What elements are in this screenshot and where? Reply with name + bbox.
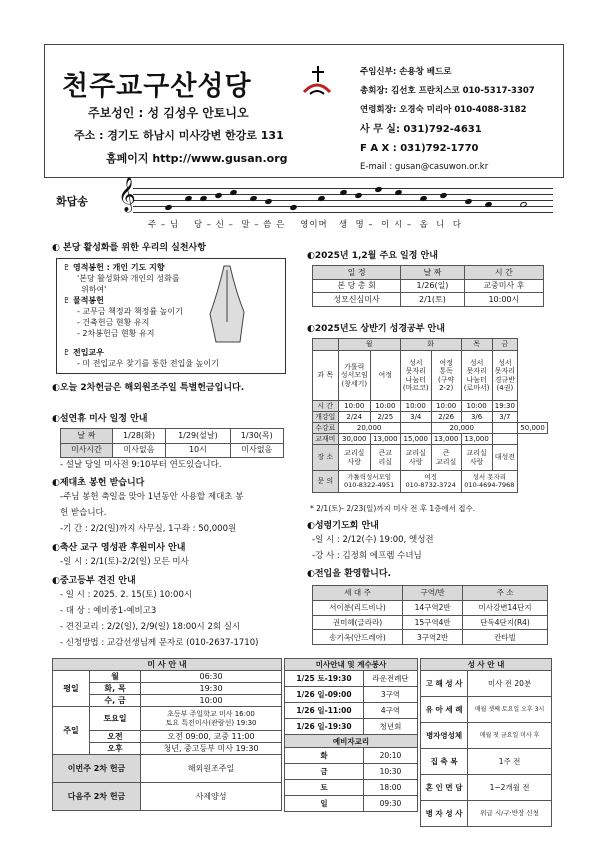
table-cell: 20:10: [363, 748, 417, 764]
dues-line: -기 간 : 2/2(일)까지 사무실, 1구좌 : 50,000원: [60, 524, 237, 534]
contact-line: 연령회장: 오경숙 미리아 010-4088-3182: [360, 105, 527, 115]
table-cell: 토: [285, 780, 364, 796]
table-cell: 18:00: [363, 780, 417, 796]
table-cell: 다음주 2차 헌금: [53, 783, 141, 811]
lunar-table: [60, 428, 284, 458]
table-cell: 가톨릭 성서모임 (창세기): [338, 351, 370, 401]
church-logo-icon: [300, 62, 334, 104]
table-cell: 13,000: [461, 434, 492, 445]
table-cell: 여정 통독 (구약 2-2): [431, 351, 461, 401]
table-cell: 2/25: [370, 412, 400, 423]
row-label: 주일: [53, 707, 90, 755]
table-cell: 15,000: [400, 434, 431, 445]
table-cell: 1~2개월 전: [468, 775, 552, 801]
table-cell: 1/26 일-09:00: [285, 687, 364, 703]
table-cell: 가톨릭성서모임 010-8322-4951: [338, 471, 400, 493]
table-header: 성 사 안 내: [421, 659, 552, 671]
table-cell: 3/4: [400, 412, 431, 423]
row-label: 장 소: [313, 445, 339, 471]
table-cell: 월: [90, 671, 141, 683]
table-cell: [492, 434, 518, 445]
table-cell: 2/24: [338, 412, 370, 423]
table-cell: 청년, 중고등부 미사 19:30: [141, 743, 282, 755]
table-cell: 송기옥(안드레아): [313, 630, 403, 645]
contact-line: 사 무 실: 031)792-4631: [360, 124, 482, 135]
sacrament-table: [420, 658, 552, 827]
table-cell: 오후: [90, 743, 141, 755]
table-cell: 여정 010-8732-3724: [400, 471, 461, 493]
practice-item: ♇ 영적봉헌 : 개인 기도 지향: [63, 263, 165, 272]
table-cell: 화, 목: [90, 683, 141, 695]
table-cell: 오전 09:00, 교중 11:00: [141, 731, 282, 743]
table-cell: 유 아 세 례: [421, 697, 468, 723]
table-cell: 2/1(토): [401, 293, 464, 307]
table-header: 예비자교리: [285, 735, 418, 748]
bible-study-table: [312, 338, 548, 493]
confirm-line: - 일 시 : 2025. 2. 15(토) 10:00시: [60, 590, 193, 600]
table-cell: 10:00시: [464, 293, 543, 307]
table-cell: 라운전례단: [363, 671, 417, 687]
practice-item: - 2차봉헌금 현황 유지: [77, 329, 155, 338]
practice-item: - 교무금 책정과 책정률 높이기: [77, 307, 183, 316]
table-cell: 교리실 사랑: [338, 445, 370, 471]
table-cell: 청년회: [363, 719, 417, 735]
table-cell: 20,000: [431, 423, 492, 434]
table-cell: 칸타빌: [463, 630, 548, 645]
table-cell: 10:00: [141, 695, 282, 707]
table-cell: 10:00: [370, 401, 400, 412]
table-cell: 3구역: [363, 687, 417, 703]
table-header: 1/29(설날): [166, 429, 230, 444]
table-header: 미사안내 및 계수봉사: [285, 659, 418, 671]
table-cell: 고 해 성 사: [421, 671, 468, 697]
table-cell: 집 축 복: [421, 749, 468, 775]
table-cell: 금: [285, 764, 364, 780]
contact-list: [360, 63, 535, 177]
contact-line: F A X : 031)792-1770: [360, 143, 479, 154]
table-cell: 일: [285, 796, 364, 812]
row-label: 수강료: [313, 423, 339, 434]
table-cell: 병자영성체: [421, 723, 468, 749]
welcome-title: ◐전입을 환영합니다.: [307, 569, 391, 579]
table-cell: 미사시간: [61, 443, 113, 458]
table-cell: 06:30: [141, 671, 282, 683]
patron-saint: 주보성인 : 성 김성우 안토니오: [88, 106, 249, 120]
parish-address: 주소 : 경기도 하남시 미사강변 한강로 131: [74, 129, 284, 142]
lunar-note: - 설날 당일 미사전 9:10부터 연도있습니다.: [60, 460, 222, 470]
table-header: 금: [492, 339, 518, 351]
treble-clef-icon: 𝄞: [118, 177, 136, 212]
table-cell: 본 당 총 회: [313, 279, 401, 293]
dues-line: 헌 받습니다.: [60, 508, 107, 518]
table-cell: 혼 인 면 담: [421, 775, 468, 801]
row-label: 교재비: [313, 434, 339, 445]
holy-line: -강 사 : 김정희 에프렘 수녀님: [312, 551, 422, 561]
table-cell: 30,000: [338, 434, 370, 445]
row-label: 문 의: [313, 471, 339, 493]
table-cell: 3/6: [461, 412, 492, 423]
table-cell: 단독4단지(R4): [463, 615, 548, 630]
row-label: 시 간: [313, 401, 339, 412]
table-cell: 교리실 사랑: [400, 445, 431, 471]
duty-table: [284, 658, 418, 812]
table-header: 목: [461, 339, 492, 351]
table-cell: 13,000: [431, 434, 461, 445]
table-cell: 이번주 2차 헌금: [53, 755, 141, 783]
table-cell: 오전: [90, 731, 141, 743]
table-header: 화: [400, 339, 461, 351]
table-header: 1/30(목): [230, 429, 283, 444]
table-cell: 미사없음: [112, 443, 165, 458]
table-cell: 토요일: [90, 707, 141, 731]
table-cell: 09:30: [363, 796, 417, 812]
row-label: 과 목: [313, 351, 339, 401]
row-label: 개강일: [313, 412, 339, 423]
table-cell: 1/26 일-11:00: [285, 703, 364, 719]
table-cell: 1주 전: [468, 749, 552, 775]
table-cell: 서이분(리드비나): [313, 600, 403, 615]
table-cell: [492, 423, 518, 434]
table-header: 일 정: [313, 266, 401, 280]
table-cell: 19:30: [492, 401, 518, 412]
table-cell: 사제양성: [141, 783, 282, 811]
practice-item: ♇ 전입교우: [63, 348, 104, 357]
table-cell: 14구역2반: [403, 600, 463, 615]
table-cell: 10:00: [338, 401, 370, 412]
practice-item: ♇ 물적봉헌: [63, 296, 104, 305]
confirm-line: - 대 상 : 예비중1-예비고3: [60, 606, 157, 616]
song-label: 화답송: [56, 195, 88, 208]
table-cell: 해외원조주일: [141, 755, 282, 783]
table-cell: 큰교 리실: [370, 445, 400, 471]
contact-line: 주임신부: 손용창 베드로: [360, 67, 452, 77]
table-cell: 10시: [166, 443, 230, 458]
praying-hands-icon: [196, 262, 258, 348]
schedule-table: [312, 265, 544, 307]
confirm-line: - 신청방법 : 교감선생님께 문자로 (010-2637-1710): [60, 638, 259, 648]
dues-title: ◐제대초 봉헌 받습니다: [52, 478, 145, 488]
table-cell: 초등부 주일학교 미사 16:00 토요 특전미사(관람선) 19:30: [141, 707, 282, 731]
table-cell: 매월 셋째 토요일 오후 3시: [468, 697, 552, 723]
bible-note: * 2/1(토)- 2/23(일)까지 미사 전 후 1층에서 접수.: [310, 504, 476, 513]
homepage-link[interactable]: 홈페이지 http://www.gusan.org: [106, 152, 288, 165]
table-cell: 여정: [370, 351, 400, 401]
table-cell: [400, 423, 431, 434]
table-cell: 1/26(일): [401, 279, 464, 293]
song-lyrics: 주 – 님 당 – 신 – 말 – 씀 은 영이며 생 명 – 이 시 – 옵 니 다: [148, 220, 462, 230]
table-cell: 13,000: [370, 434, 400, 445]
table-cell: 3/7: [492, 412, 518, 423]
practice-item: - 건축헌금 현황 유지: [77, 318, 150, 327]
table-cell: 2/26: [431, 412, 461, 423]
table-cell: 성서 못자리 경규반 (4권): [492, 351, 518, 401]
holy-title: ◐성령기도회 안내: [307, 521, 379, 531]
dues-line: -주님 봉헌 축일을 맞아 1년동안 사용할 제대초 봉: [60, 492, 244, 502]
practice-item: 위하여': [81, 285, 107, 294]
table-cell: 병 자 성 사: [421, 801, 468, 827]
table-cell: 성서 못자리 나눔터 (마르코): [400, 351, 431, 401]
table-header: 구역/반: [403, 586, 463, 601]
contact-line: E-mail : gusan@casuwon.or.kr: [360, 162, 489, 172]
anniv-line: -일 시 : 2/1(토)-2/2(일) 모든 미사: [60, 557, 189, 567]
mass-table: [52, 658, 282, 811]
lunar-title: ◐설연휴 미사 일정 안내: [52, 414, 148, 424]
table-cell: 10:00: [431, 401, 461, 412]
table-cell: 교중미사 후: [464, 279, 543, 293]
contact-line: 총회장: 김선호 프란치스코 010-5317-3307: [360, 86, 535, 96]
table-cell: 화: [285, 748, 364, 764]
table-header: 날 짜: [401, 266, 464, 280]
table-cell: 위급 시/구·반장 신청: [468, 801, 552, 827]
table-cell: 미사 전 20분: [468, 671, 552, 697]
table-header: 월: [338, 339, 400, 351]
table-cell: 성서 못자리 010-4694-7968: [461, 471, 518, 493]
anniv-title: ◐축산 교구 영성관 후원미사 안내: [52, 543, 186, 553]
table-header: 시 간: [464, 266, 543, 280]
table-cell: 교리실 사랑: [461, 445, 492, 471]
practice-item: - 미 전입교우 찾기를 통한 전입율 높이기: [77, 359, 219, 368]
table-cell: 1/26 일-19:30: [285, 719, 364, 735]
table-cell: 10:30: [363, 764, 417, 780]
table-cell: 20,000: [338, 423, 400, 434]
holy-line: -일 시 : 2/12(수) 19:00, 엣성전: [312, 535, 434, 545]
welcome-table: [312, 585, 548, 645]
table-cell: 대성전: [492, 445, 518, 471]
table-header: 세 대 주: [313, 586, 403, 601]
table-cell: 1/25 토-19:30: [285, 671, 364, 687]
table-cell: 매월 첫 금요일 미사 후: [468, 723, 552, 749]
table-header: 미 사 안 내: [53, 659, 282, 671]
bible-title: ◐2025년도 상반기 성경공부 안내: [307, 324, 445, 334]
table-cell: 미사없음: [230, 443, 283, 458]
table-cell: 성서 못자리 나눔터 (로마서): [461, 351, 492, 401]
table-cell: 권미혜(글라라): [313, 615, 403, 630]
confirm-title: ◐중고등부 견진 안내: [52, 576, 136, 586]
table-cell: 19:30: [141, 683, 282, 695]
table-header: 주 소: [463, 586, 548, 601]
table-cell: 10:00: [461, 401, 492, 412]
parish-title: 천주교구산성당: [62, 71, 252, 102]
practice-item: '본당 활성화와 개인의 성화를: [77, 274, 180, 283]
table-cell: 50,000: [518, 423, 548, 434]
table-cell: 큰 교리실: [431, 445, 461, 471]
confirm-line: - 견진교리 : 2/2(일), 2/9(일) 18:00시 2회 실시: [60, 622, 241, 632]
jan-title: ◐2025년 1,2월 주요 일정 안내: [307, 251, 438, 261]
table-cell: 3구역2반: [403, 630, 463, 645]
table-cell: 수, 금: [90, 695, 141, 707]
table-header: 날 짜: [61, 429, 113, 444]
row-label: 평일: [53, 671, 90, 707]
table-cell: 미사강변14단지: [463, 600, 548, 615]
table-cell: 성모신심미사: [313, 293, 401, 307]
table-cell: 4구역: [363, 703, 417, 719]
table-header: 1/28(화): [112, 429, 165, 444]
table-cell: 15구역4반: [403, 615, 463, 630]
practice-title: ◐ 본당 활성화를 위한 우리의 실천사항: [52, 243, 206, 253]
table-cell: 10:00: [400, 401, 431, 412]
second-collection-notice: ◐오늘 2차헌금은 해외원조주일 특별헌금입니다.: [52, 383, 245, 393]
